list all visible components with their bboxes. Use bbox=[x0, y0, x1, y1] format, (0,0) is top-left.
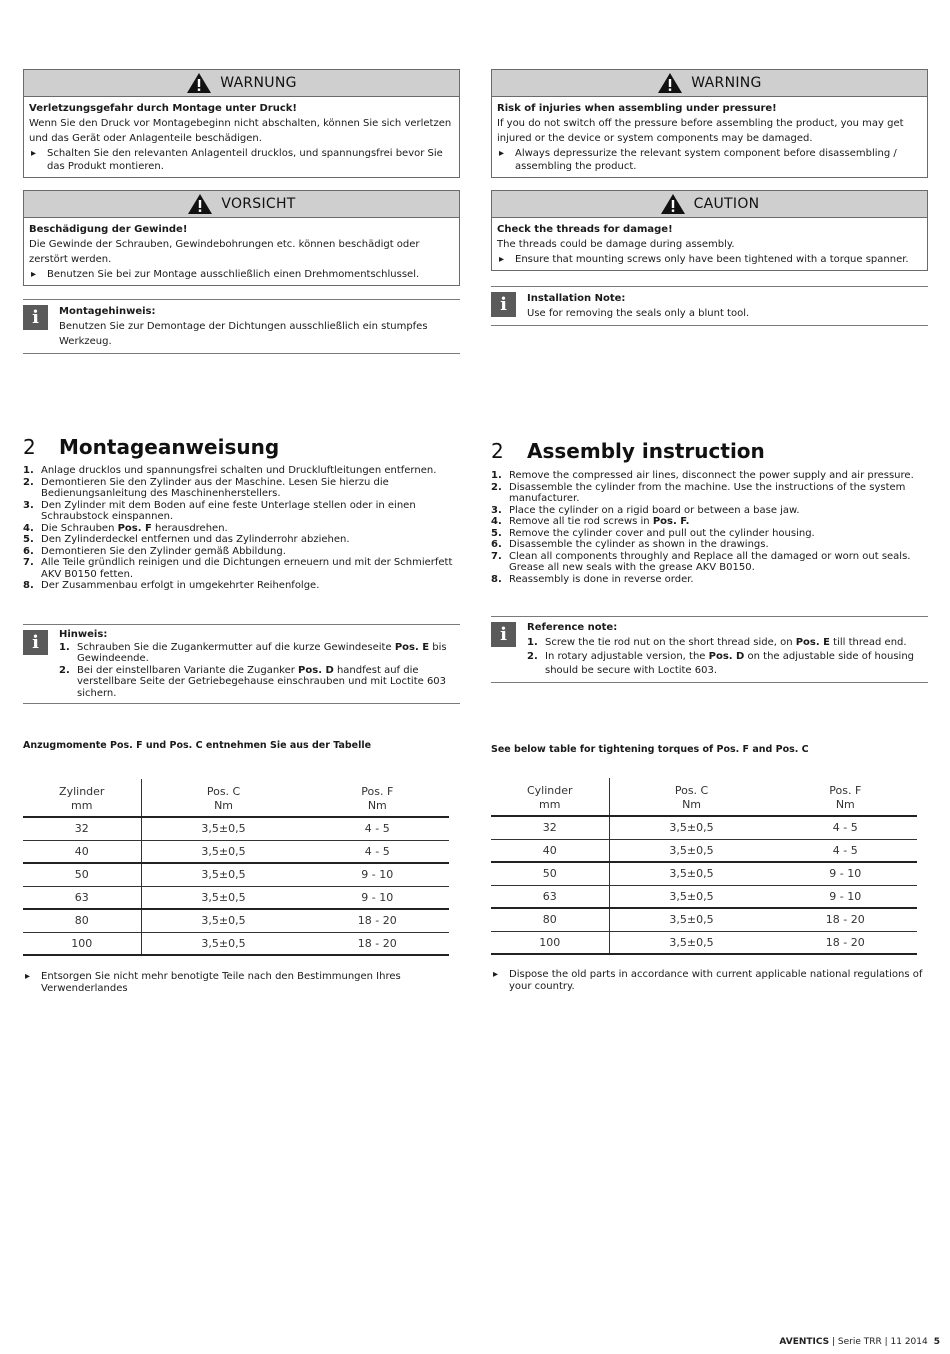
warning-text: If you do not switch off the pressure before assembling the product, you may get injured or the device or system components may be damaged. bbox=[497, 118, 904, 144]
list-item: 2. Bei der einstellbaren Variante die Zuganker Pos. D handfest auf die verstellbare Seite der Getriebegehause einschrauben und mit Loctite 603 sichern. bbox=[59, 664, 447, 699]
section-heading bbox=[491, 439, 765, 463]
caution-text: The threads could be damage during assembly. bbox=[497, 239, 735, 250]
table-row: 40 3,5±0,5 4 - 5 bbox=[491, 839, 917, 862]
table-row: 50 3,5±0,5 9 - 10 bbox=[491, 862, 917, 885]
torque-table bbox=[23, 779, 449, 956]
list-item: 4. Die Schrauben Pos. F herausdrehen. bbox=[23, 522, 228, 534]
warning-triangle-icon bbox=[186, 72, 212, 94]
list-item: 2. Disassemble the cylinder from the machine. Use the instructions of the system manufacturer. bbox=[491, 481, 906, 504]
warning-headline: Risk of injuries when assembling under pressure! bbox=[497, 103, 777, 114]
column-header: Cylinder mm bbox=[491, 778, 609, 816]
list-item: 6. Demontieren Sie den Zylinder gemäß Abbildung. bbox=[23, 545, 286, 557]
section-title: Assembly instruction bbox=[527, 439, 765, 463]
dispose-note: ▸ Entsorgen Sie nicht mehr benotigte Teile nach den Bestimmungen Ihres Verwenderlandes bbox=[23, 971, 460, 994]
list-item: 1. Screw the tie rod nut on the short thread side, on Pos. E till thread end. bbox=[527, 637, 907, 648]
dispose-note: ▸ Dispose the old parts in accordance with current applicable national regulations of your country. bbox=[491, 969, 928, 992]
info-icon: i bbox=[491, 622, 516, 647]
info-note bbox=[23, 299, 460, 354]
info-text: Use for removing the seals only a blunt tool. bbox=[527, 308, 750, 319]
warning-bullet: ▸ Schalten Sie den relevanten Anlagenteil drucklos, und spannungsfrei bevor Sie das Produkt montieren. bbox=[29, 147, 454, 173]
warning-triangle-icon bbox=[187, 193, 213, 215]
warning-title: WARNUNG bbox=[220, 75, 297, 91]
caution-title: CAUTION bbox=[693, 196, 760, 212]
caution-bullet: ▸ Ensure that mounting screws only have been tightened with a torque spanner. bbox=[497, 253, 922, 266]
caution-title: VORSICHT bbox=[221, 196, 296, 212]
table-row: 32 3,5±0,5 4 - 5 bbox=[23, 817, 449, 840]
warning-box bbox=[23, 69, 460, 178]
warning-box bbox=[491, 69, 928, 178]
list-item: 4. Remove all tie rod screws in Pos. F. bbox=[491, 516, 690, 527]
section-number: 2 bbox=[23, 435, 36, 459]
table-caption: See below table for tightening torques of Pos. F and Pos. C bbox=[491, 744, 809, 755]
warning-headline: Verletzungsgefahr durch Montage unter Druck! bbox=[29, 103, 297, 114]
caution-header bbox=[492, 191, 927, 218]
caution-headline: Beschädigung der Gewinde! bbox=[29, 224, 188, 235]
table-row: 40 3,5±0,5 4 - 5 bbox=[23, 840, 449, 863]
table-row: 80 3,5±0,5 18 - 20 bbox=[23, 909, 449, 932]
warning-bullet: ▸ Always depressurize the relevant system component before disassembling / assembling the product. bbox=[497, 147, 922, 173]
torque-table bbox=[491, 778, 917, 955]
list-item: 1. Schrauben Sie die Zugankermutter auf die kurze Gewindeseite Pos. E bis Gewindeende. bbox=[59, 641, 447, 664]
warning-title: WARNING bbox=[691, 75, 762, 91]
list-item: 5. Remove the cylinder cover and pull out the cylinder housing. bbox=[491, 527, 815, 539]
info-icon: i bbox=[23, 305, 48, 330]
brand-name: AVENTICS bbox=[779, 1337, 830, 1347]
warning-triangle-icon bbox=[657, 72, 683, 94]
list-item: 1. Remove the compressed air lines, disconnect the power supply and air pressure. bbox=[491, 470, 914, 481]
info-text: Benutzen Sie zur Demontage der Dichtungen ausschließlich ein stumpfes Werkzeug. bbox=[59, 321, 428, 347]
list-item: 1. Anlage drucklos und spannungsfrei schalten und Druckluftleitungen entfernen. bbox=[23, 465, 437, 476]
list-item: 8. Der Zusammenbau erfolgt in umgekehrter Reihenfolge. bbox=[23, 580, 320, 591]
caution-box bbox=[23, 190, 460, 286]
table-caption: Anzugmomente Pos. F und Pos. C entnehmen Sie aus der Tabelle bbox=[23, 740, 372, 751]
table-row: 100 3,5±0,5 18 - 20 bbox=[23, 932, 449, 955]
table-row: 80 3,5±0,5 18 - 20 bbox=[491, 908, 917, 931]
info-icon: i bbox=[23, 630, 48, 655]
caution-header bbox=[24, 191, 459, 218]
list-item: 2. Demontieren Sie den Zylinder aus der Maschine. Lesen Sie hierzu die Bedienungsanleitung des Maschinenherstellers. bbox=[23, 476, 389, 499]
warning-header bbox=[492, 70, 927, 97]
table-row: 63 3,5±0,5 9 - 10 bbox=[491, 885, 917, 908]
caution-bullet: ▸ Benutzen Sie bei zur Montage ausschließlich einen Drehmomentschlussel. bbox=[29, 268, 454, 281]
caution-box bbox=[491, 190, 928, 271]
list-item: 3. Place the cylinder on a rigid board or between a base jaw. bbox=[491, 504, 800, 516]
table-row: 100 3,5±0,5 18 - 20 bbox=[491, 931, 917, 954]
list-item: 6. Disassemble the cylinder as shown in the drawings. bbox=[491, 539, 769, 550]
section-number: 2 bbox=[491, 439, 504, 463]
table-row: 50 3,5±0,5 9 - 10 bbox=[23, 863, 449, 886]
list-item: 5. Den Zylinderdeckel entfernen und das Zylinderrohr abziehen. bbox=[23, 534, 350, 545]
page-number: 5 bbox=[933, 1337, 940, 1347]
info-title: Montagehinweis: bbox=[59, 306, 156, 317]
warning-header bbox=[24, 70, 459, 97]
table-row: 63 3,5±0,5 9 - 10 bbox=[23, 886, 449, 909]
page-footer bbox=[779, 1337, 940, 1347]
column-header: Pos. F Nm bbox=[306, 779, 449, 817]
column-header: Pos. C Nm bbox=[609, 778, 774, 816]
info-title: Installation Note: bbox=[527, 293, 626, 304]
step-list bbox=[23, 465, 460, 592]
list-item: 7. Clean all components throughly and Replace all the damaged or worn out seals. Grease all new seals with the grease AKV B0150. bbox=[491, 550, 911, 573]
info-icon: i bbox=[491, 292, 516, 317]
caution-headline: Check the threads for damage! bbox=[497, 224, 673, 235]
list-item: 7. Alle Teile gründlich reinigen und die Dichtungen erneuern und mit der Schmierfett AKV B0150 fetten. bbox=[23, 557, 453, 580]
warning-triangle-icon bbox=[660, 193, 686, 215]
list-item: 3. Den Zylinder mit dem Boden auf eine feste Unterlage stellen oder in einen Schraubstock einspannen. bbox=[23, 499, 416, 522]
table-row: 32 3,5±0,5 4 - 5 bbox=[491, 816, 917, 839]
step-list bbox=[491, 470, 928, 585]
reference-note bbox=[491, 616, 928, 683]
section-title: Montageanweisung bbox=[59, 435, 280, 459]
caution-text: Die Gewinde der Schrauben, Gewindebohrungen etc. können beschädigt oder zerstört werden. bbox=[29, 239, 420, 265]
info-note bbox=[491, 286, 928, 326]
warning-text: Wenn Sie den Druck vor Montagebeginn nicht abschalten, können Sie sich verletzen und das Gerät oder Anlagenteile beschädigen. bbox=[29, 118, 452, 144]
list-item: 8. Reassembly is done in reverse order. bbox=[491, 573, 694, 585]
list-item: 2. In rotary adjustable version, the Pos. D on the adjustable side of housing should be secure with Loctite 603. bbox=[527, 651, 915, 676]
column-header: Pos. C Nm bbox=[141, 779, 306, 817]
section-heading bbox=[23, 435, 279, 459]
hint-note bbox=[23, 624, 460, 704]
column-header: Pos. F Nm bbox=[774, 778, 917, 816]
reference-title: Reference note: bbox=[527, 622, 618, 633]
series-info: | Serie TRR | 11 2014 bbox=[829, 1337, 928, 1347]
hint-title: Hinweis: bbox=[59, 629, 108, 640]
column-header: Zylinder mm bbox=[23, 779, 141, 817]
